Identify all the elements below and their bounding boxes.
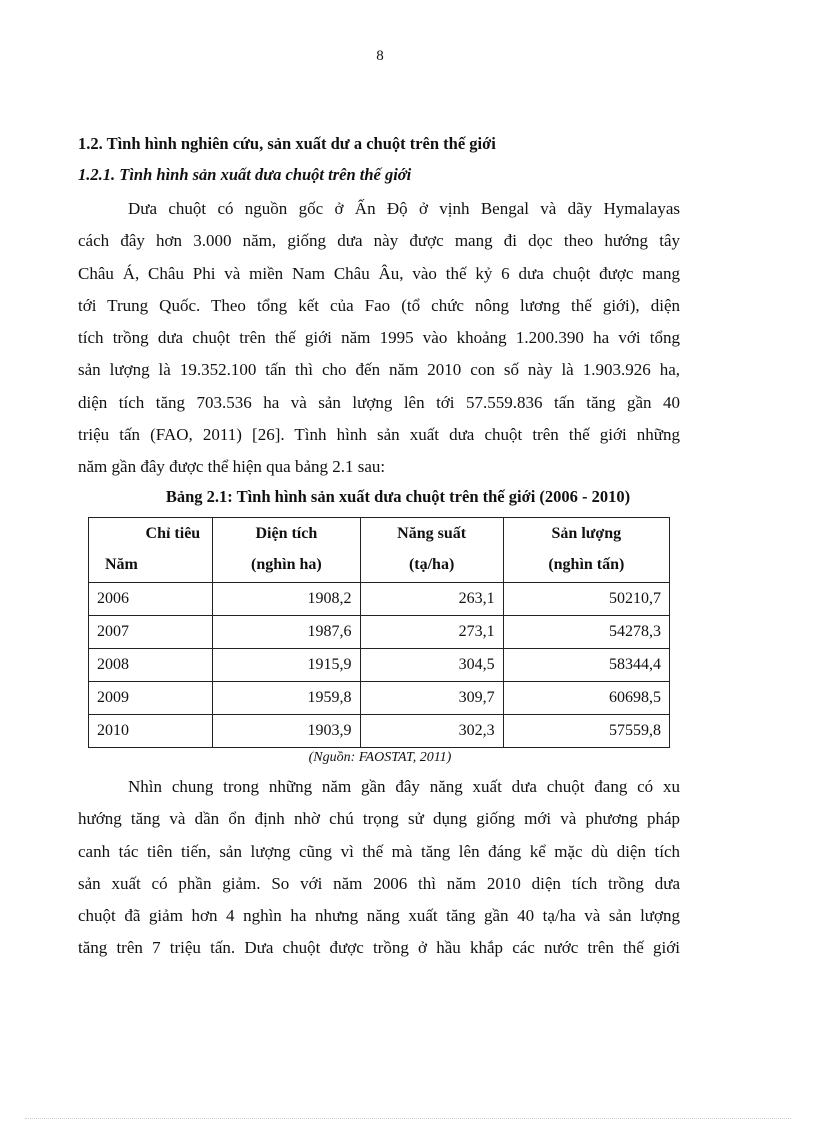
text-line: tới Trung Quốc. Theo tổng kết của Fao (tổ chức nông lương thế giới), diện [78,295,680,315]
paragraph-intro [78,193,680,484]
cell-area: 1987,6 [213,616,360,649]
text-line: chuột đã giảm hơn 4 nghìn ha nhưng năng xuất tăng gần 40 tạ/ha và sản lượng [78,906,680,926]
cell-production: 54278,3 [503,616,669,649]
text-line: sản xuất có phần giảm. So với năm 2006 thì năm 2010 diện tích trồng dưa [78,873,680,893]
cell-area: 1915,9 [213,649,360,682]
header-text: Sản lượng [551,525,622,542]
page-footer-divider [25,1118,791,1119]
header-area [213,518,360,583]
paragraph-summary [78,771,680,965]
text-line: năm gần đây được thể hiện qua bảng 2.1 sau: [78,457,386,477]
table-caption: Bảng 2.1: Tình hình sản xuất dưa chuột trên thế giới (2006 - 2010) [165,487,631,506]
text-line: hướng tăng và dần ổn định nhờ chú trọng sử dụng giống mới và phương pháp [78,809,680,829]
cell-production: 57559,8 [503,715,669,748]
text-line: canh tác tiên tiến, sản lượng cũng vì thế mà tăng lên đáng kể mặc dù diện tích [78,841,680,861]
cell-production: 50210,7 [503,583,669,616]
text-line: cách đây hơn 3.000 năm, giống dưa này được mang đi dọc theo hướng tây [78,231,680,251]
cell-year: 2007 [89,616,213,649]
text-line: Châu Á, Châu Phi và miền Nam Châu Âu, vào thế kỷ 6 dưa chuột được mang [78,263,680,283]
cell-yield: 304,5 [360,649,503,682]
cell-year: 2010 [89,715,213,748]
cell-area: 1959,8 [213,682,360,715]
table-row [89,715,670,748]
page-number: 8 [376,48,384,64]
production-table [88,517,670,748]
header-text: (nghìn tấn) [548,556,625,573]
table-row [89,649,670,682]
text-line: Dưa chuột có nguồn gốc ở Ấn Độ ở vịnh Bengal và dãy Hymalayas [128,199,680,218]
text-line: diện tích tăng 703.536 ha và sản lượng lên tới 57.559.836 tấn tăng gần 40 [78,392,680,412]
cell-yield: 302,3 [360,715,503,748]
cell-area: 1903,9 [213,715,360,748]
cell-area: 1908,2 [213,583,360,616]
cell-year: 2006 [89,583,213,616]
subsection-heading: 1.2.1. Tình hình sản xuất dưa chuột trên thế giới [78,165,412,184]
section-heading: 1.2. Tình hình nghiên cứu, sản xuất dư a chuột trên thế giới [78,134,496,153]
header-text: Chỉ tiêu [145,525,201,542]
cell-year: 2009 [89,682,213,715]
header-text: (tạ/ha) [408,556,455,573]
table-source: (Nguồn: FAOSTAT, 2011) [308,750,452,765]
cell-yield: 309,7 [360,682,503,715]
table-row [89,583,670,616]
cell-yield: 273,1 [360,616,503,649]
table-row [89,616,670,649]
text-line: sản lượng là 19.352.100 tấn thì cho đến năm 2010 con số này là 1.903.926 ha, [78,360,680,380]
text-line: tích trồng dưa chuột trên thế giới năm 1995 vào khoảng 1.200.390 ha với tổng [78,328,680,348]
table-row [89,682,670,715]
cell-production: 60698,5 [503,682,669,715]
header-text: Năm [105,556,138,573]
header-text: (nghìn ha) [251,556,322,573]
header-production [503,518,669,583]
header-indicator-year [89,518,213,583]
header-text: Năng suất [397,525,467,542]
header-text: Diện tích [255,525,318,542]
text-line: Nhìn chung trong những năm gần đây năng xuất dưa chuột đang có xu [128,777,680,796]
cell-yield: 263,1 [360,583,503,616]
header-yield [360,518,503,583]
text-line: triệu tấn (FAO, 2011) [26]. Tình hình sản xuất dưa chuột trên thế giới những [78,425,680,445]
text-line: tăng trên 7 triệu tấn. Dưa chuột được trồng ở hầu khắp các nước trên thế giới [78,938,680,958]
cell-year: 2008 [89,649,213,682]
table-header-row [89,518,670,583]
cell-production: 58344,4 [503,649,669,682]
